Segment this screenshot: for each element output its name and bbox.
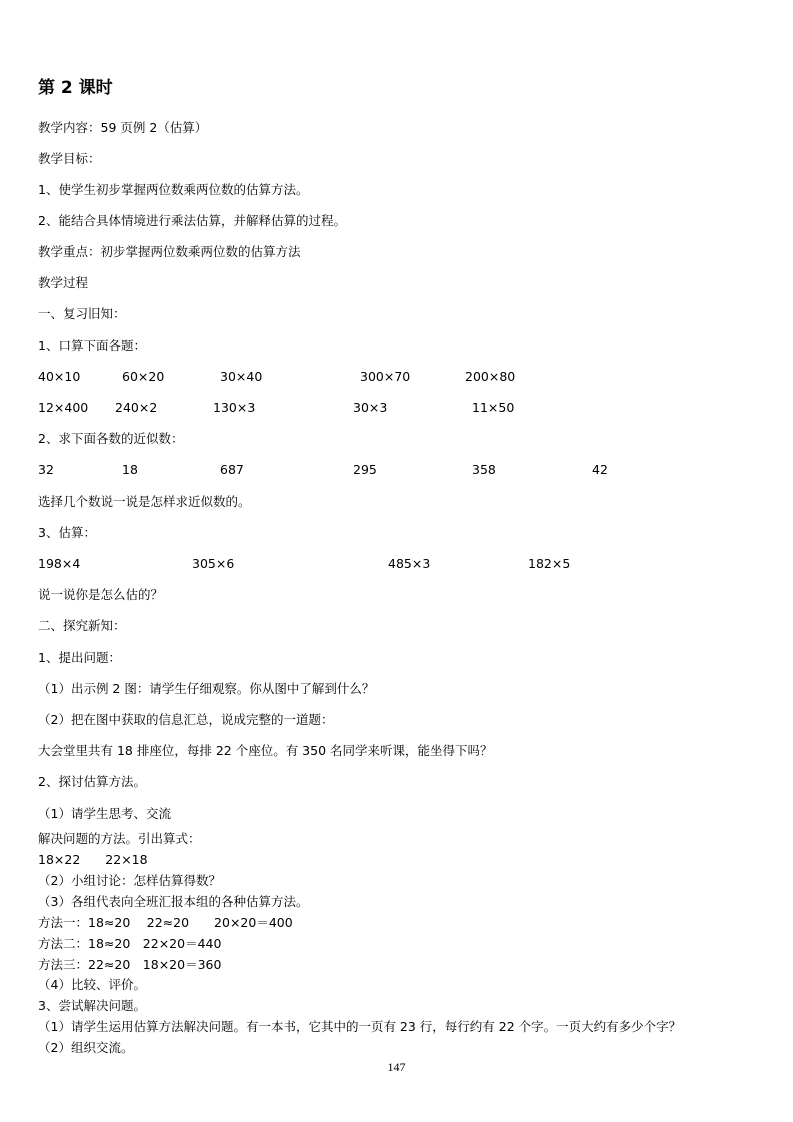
try-heading: 3、尝试解决问题。 [38, 998, 146, 1013]
method-step-2: 解决问题的方法。引出算式： [38, 831, 201, 846]
approx-heading: 2、求下面各数的近似数： [38, 431, 184, 446]
approx-item: 687 [220, 462, 244, 477]
method-step-5: （4）比较、评价。 [38, 977, 146, 992]
oral-item: 11×50 [472, 400, 515, 415]
oral-item: 130×3 [213, 400, 256, 415]
ask-1: （1）出示例 2 图：请学生仔细观察。你从图中了解到什么？ [38, 681, 375, 696]
approx-item: 42 [592, 462, 608, 477]
estimate-heading: 3、估算： [38, 525, 96, 540]
ask-2: （2）把在图中获取的信息汇总，说成完整的一道题： [38, 712, 334, 727]
try-1: （1）请学生运用估算方法解决问题。有一本书，它其中的一页有 23 行，每行约有 22 个字。一页大约有多少个字？ [38, 1019, 682, 1034]
oral-item: 30×40 [220, 369, 263, 384]
oral-item: 200×80 [465, 369, 516, 384]
approx-item: 18 [122, 462, 138, 477]
goal-1: 1、使学生初步掌握两位数乘两位数的估算方法。 [38, 182, 309, 197]
estimate-item: 305×6 [192, 556, 235, 571]
method-step-1: （1）请学生思考、交流 [38, 806, 171, 821]
page-title: 第 2 课时 [38, 78, 113, 98]
estimate-note: 说一说你是怎么估的？ [38, 587, 164, 602]
method-step-3: （2）小组讨论：怎样估算得数？ [38, 873, 221, 888]
approx-item: 32 [38, 462, 54, 477]
try-2: （2）组织交流。 [38, 1040, 134, 1055]
method-formulas: 18×22 22×18 [38, 852, 148, 867]
method-step-4: （3）各组代表向全班汇报本组的各种估算方法。 [38, 894, 309, 909]
method-three: 方法三：22≈20 18×20＝360 [38, 957, 222, 972]
method-two: 方法二：18≈20 22×20＝440 [38, 936, 222, 951]
oral-item: 300×70 [360, 369, 411, 384]
estimate-item: 485×3 [388, 556, 431, 571]
oral-item: 60×20 [122, 369, 165, 384]
problem-text: 大会堂里共有 18 排座位，每排 22 个座位。有 350 名同学来听课，能坐得下吗？ [38, 743, 493, 758]
approx-item: 358 [472, 462, 496, 477]
oral-item: 12×400 [38, 400, 89, 415]
method-heading: 2、探讨估算方法。 [38, 774, 146, 789]
page-number: 147 [387, 1060, 406, 1074]
oral-item: 30×3 [353, 400, 388, 415]
explore-heading: 二、探究新知： [38, 618, 126, 633]
estimate-item: 182×5 [528, 556, 571, 571]
approx-item: 295 [353, 462, 377, 477]
key-point: 教学重点：初步掌握两位数乘两位数的估算方法 [38, 244, 301, 259]
process-heading: 教学过程 [38, 275, 89, 290]
teaching-content: 教学内容：59 页例 2（估算） [38, 120, 208, 135]
oral-item: 40×10 [38, 369, 81, 384]
oral-heading: 1、口算下面各题： [38, 338, 146, 353]
ask-heading: 1、提出问题： [38, 650, 121, 665]
method-one: 方法一：18≈20 22≈20 20×20＝400 [38, 915, 293, 930]
goal-2: 2、能结合具体情境进行乘法估算，并解释估算的过程。 [38, 213, 346, 228]
estimate-item: 198×4 [38, 556, 81, 571]
approx-note: 选择几个数说一说是怎样求近似数的。 [38, 494, 251, 509]
goal-heading: 教学目标： [38, 151, 101, 166]
review-heading: 一、复习旧知： [38, 306, 126, 321]
oral-item: 240×2 [115, 400, 158, 415]
